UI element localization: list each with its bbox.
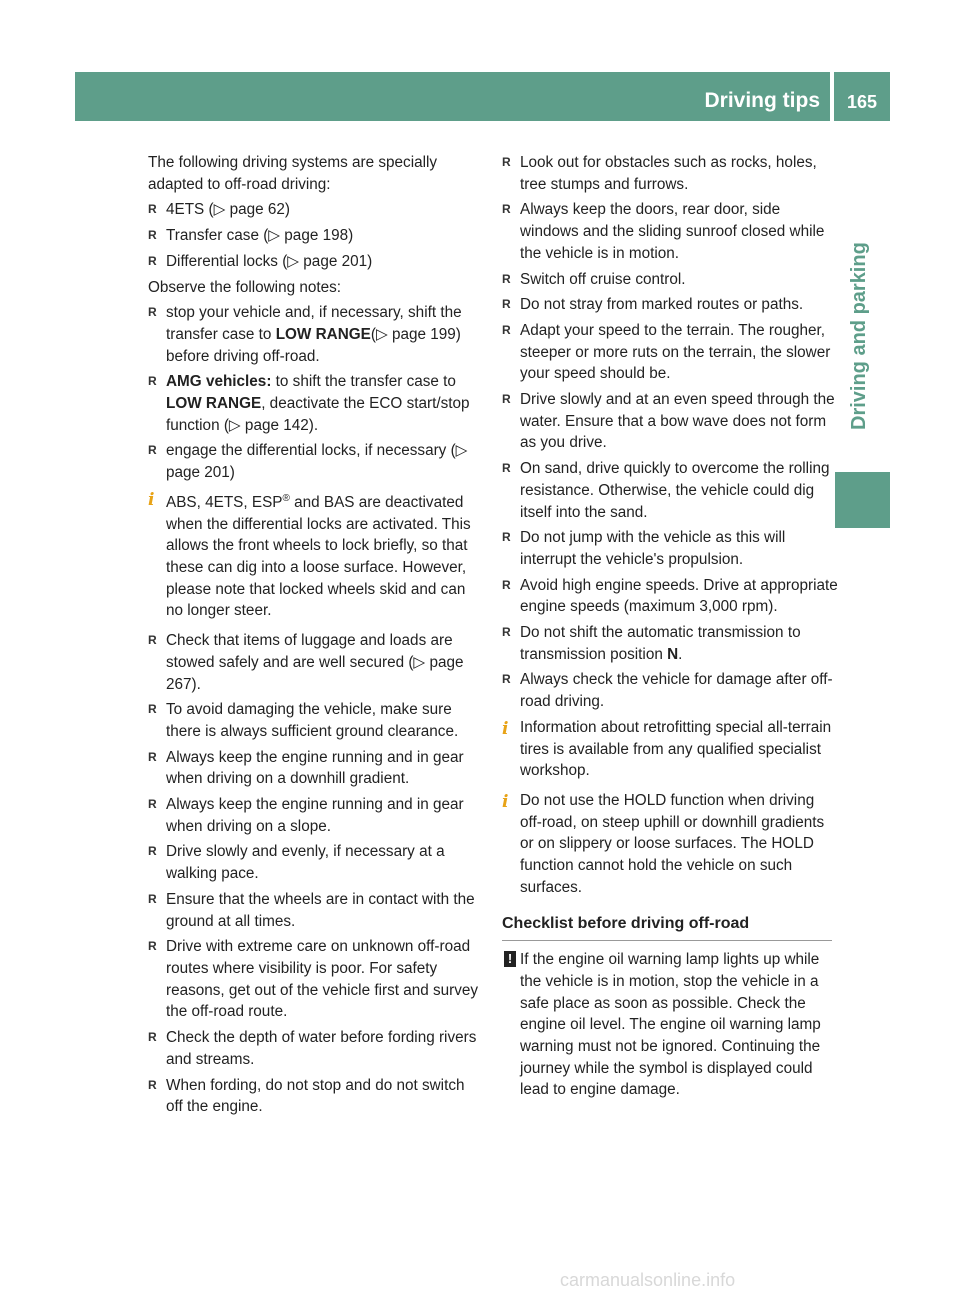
intro-text: The following driving systems are specially adapted to off-road driving: — [148, 154, 438, 193]
side-tab-marker — [835, 472, 890, 528]
list-item: R Ensure that the wheels are in contact with the ground at all times. — [148, 889, 484, 932]
list-item: R Avoid high engine speeds. Drive at appropriate engine speeds (maximum 3,000 rpm). — [502, 575, 838, 618]
note-item: R stop your vehicle and, if necessary, shift the transfer case to LOW RANGE(▷ page 199) before driving off-road. — [148, 302, 484, 367]
page-number-box — [834, 72, 890, 121]
list-item: R Check that items of luggage and loads are stowed safely and are well secured (▷ page 267). — [148, 630, 484, 695]
side-tab-label: Driving and parking — [848, 242, 870, 430]
section-title: Checklist before driving off-road — [502, 913, 832, 942]
footer-watermark: carmanualsonline.info — [560, 1270, 736, 1290]
list-item: R Drive with extreme care on unknown off-road routes where visibility is poor. For safety reasons, get out of the vehicle first and survey the off-road route. — [148, 936, 484, 1023]
note-item: R engage the differential locks, if necessary (▷ page 201) — [148, 440, 484, 483]
list-item: R Always check the vehicle for damage after off-road driving. — [502, 669, 838, 712]
list-item: R Always keep the engine running and in gear when driving on a downhill gradient. — [148, 747, 484, 790]
list-item: R Look out for obstacles such as rocks, holes, tree stumps and furrows. — [502, 152, 838, 195]
info-note: i Do not use the HOLD function when driving off-road, on steep uphill or downhill gradients or on slippery or loose surfaces. The HOLD function cannot hold the vehicle on such surfaces. — [502, 791, 825, 896]
list-item: R Drive slowly and at an even speed through the water. Ensure that a bow wave does not form as you drive. — [502, 389, 838, 454]
list-item: R Switch off cruise control. — [502, 269, 838, 291]
list-item: R To avoid damaging the vehicle, make sure there is always sufficient ground clearance. — [148, 699, 484, 742]
list-item: R Do not jump with the vehicle as this will interrupt the vehicle's propulsion. — [502, 527, 838, 570]
info-note: i ABS, 4ETS, ESP® and BAS are deactivated when the differential locks are activated. This allows the front wheels to lock briefly, so that these can dig into a loose surface. However, please note that locked wheels skid and can no longer steer. — [148, 489, 471, 620]
side-tab — [835, 130, 890, 460]
list-item: R Do not stray from marked routes or paths. — [502, 294, 838, 316]
info-icon: i — [502, 718, 509, 739]
system-item: R Differential locks (▷ page 201) — [148, 251, 484, 273]
system-item: R 4ETS (▷ page 62) — [148, 199, 484, 221]
info-note: i Information about retrofitting special all-terrain tires is available from any qualified specialist workshop. — [502, 718, 832, 780]
list-item: R When fording, do not stop and do not switch off the engine. — [148, 1075, 484, 1118]
list-item: R Do not shift the automatic transmission to transmission position N. — [502, 622, 838, 665]
header-title: Driving tips — [704, 89, 820, 112]
notes-heading: Observe the following notes: — [148, 278, 342, 296]
list-item: R Adapt your speed to the terrain. The rougher, steeper or more ruts on the terrain, the slower your speed should be. — [502, 320, 838, 385]
list-item: R Always keep the doors, rear door, side windows and the sliding sunroof closed while the vehicle is in motion. — [502, 199, 838, 264]
list-item: R Drive slowly and evenly, if necessary at a walking pace. — [148, 841, 484, 884]
page-number: 165 — [846, 92, 878, 112]
list-item: R Always keep the engine running and in gear when driving on a slope. — [148, 794, 484, 837]
info-icon: i — [502, 791, 509, 812]
list-item: R Check the depth of water before fording rivers and streams. — [148, 1027, 484, 1070]
note-item: R AMG vehicles: to shift the transfer case to LOW RANGE, deactivate the ECO start/stop function (▷ page 142). — [148, 371, 484, 436]
system-item: R Transfer case (▷ page 198) — [148, 225, 484, 247]
info-icon: i — [148, 489, 155, 510]
left-column — [148, 152, 484, 1122]
warning-note: ! If the engine oil warning lamp lights up while the vehicle is in motion, stop the vehicle in a safe place as soon as possible. Check the engine oil level. The engine oil warning lamp warning must not be ignored. Continuing the journey while the symbol is displayed could lead to engine damage. — [502, 949, 838, 1101]
list-item: R On sand, drive quickly to overcome the rolling resistance. Otherwise, the vehicle could dig itself into the sand. — [502, 458, 838, 523]
header-bar — [75, 72, 830, 121]
warning-icon: ! — [504, 951, 516, 967]
right-column — [502, 152, 838, 1109]
